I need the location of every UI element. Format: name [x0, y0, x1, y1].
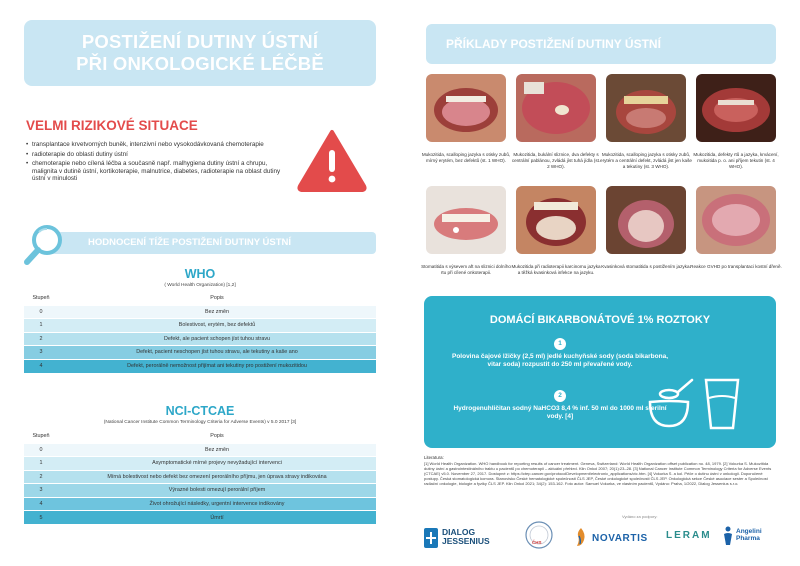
literature-block — [424, 455, 776, 486]
grade-cell: 3 — [24, 346, 58, 360]
table-row — [24, 484, 376, 498]
desc-cell: Život ohrožující následky, urgentní intervence indikovány — [58, 497, 376, 511]
examples-title-banner — [426, 24, 776, 64]
grade-cell: 1 — [24, 319, 58, 333]
mouth-photo-4 — [696, 74, 776, 142]
literature-label: Literatura: — [424, 455, 444, 460]
grade-header: Stupeň — [24, 292, 58, 305]
photo-caption-7: Kvasinková stomatitida s postižením jazyka. — [601, 264, 691, 269]
who-table — [24, 292, 376, 373]
grade-cell: 2 — [24, 332, 58, 346]
bicarbonate-title: DOMÁCÍ BIKARBONÁTOVÉ 1% ROZTOKY — [489, 314, 711, 326]
photo-caption-4: Mukozitida, defekty rtů a jazyka, krvácení, mukoitida p. o. ani příjem tekutin (st. 4 WHO). — [693, 152, 779, 169]
novartis-flame-icon — [574, 526, 588, 548]
desc-cell: Bez změn — [58, 443, 376, 457]
table-row — [24, 346, 376, 360]
nci-title: NCI-CTCAE — [165, 404, 235, 418]
photo-caption-6: Mukozitida při radioterapii karcinomu jazyka a těžká kvasinková infekce na jazyku. — [511, 264, 601, 275]
leram-logo: LERAM — [666, 530, 712, 541]
photo-caption-1: Mukozitida, scalloping jazyka s otisky zubů, mírný erytém, bez defektů (st. 1 WHO). — [421, 152, 511, 163]
magnifier-icon — [22, 222, 66, 268]
warning-icon — [296, 128, 368, 192]
partner-logos — [424, 514, 776, 554]
risk-item: • transplantace krvetvorných buněk, intenzivní nebo vysokodávkovaná chemoterapie — [26, 141, 288, 149]
step-number-2: 2 — [554, 390, 566, 402]
desc-header: Popis — [58, 430, 376, 443]
desc-cell: Defekt, pacient neschopen jíst tuhou stravu, ale tekutiny a kaše ano — [58, 346, 376, 360]
angelini-logo: Angelini Pharma — [736, 528, 762, 542]
table-header-row — [24, 292, 376, 305]
grade-cell: 0 — [24, 305, 58, 319]
main-title-line-2: PŘI ONKOLOGICKÉ LÉČBĚ — [76, 53, 324, 74]
table-row — [24, 305, 376, 319]
grade-cell: 3 — [24, 484, 58, 498]
main-title-line-1: POSTIŽENÍ DUTINY ÚSTNÍ — [81, 31, 319, 52]
dialog-jessenius-logo-icon — [424, 528, 438, 548]
desc-cell: Defekt, perorálně nemožnost přijímat ani tekutiny pro postižení mukozitidou — [58, 359, 376, 373]
dialog-jessenius-logo: DIALOG JESSENIUS — [442, 527, 490, 546]
who-title: WHO — [184, 267, 216, 281]
step-number-1: 1 — [554, 338, 566, 350]
table-row — [24, 457, 376, 471]
literature-text: [1] World Health Organization. WHO handbook for reporting results of cancer treatment. Geneva, Switzerland: World Health Organization offset publication no. 48, 1979. [2] Vokurka S. Mukozitida dutiny ústní a gastrointestinálního traktu u pacientů po chemoterapii – aktuální přehled. Klin Onkol 2007; 20(1):23–28. [3] National Cancer Institute Common Terminology Criteria for Adverse Events (CTCAE) v5.0. November 27, 2017. Dostupné z: https://ctep.cancer.gov/protocolDevelopment/electronic_applications/ctc.htm. [4] Vokurka S. a kol. Péče o dutinu ústní v onkologii. Doporučené postupy. Česká stomatologická komora. Stanovisko České hematologické společnosti ČLS JEP, České onkologické společnosti ČLS JEP. Onkologická sekce České asociace sester a Společnost radiační onkologie, biologie a fyziky ČLS JEP. Klin Onkol 2021; 34(2): 153-162. Foto autor: Samuel Vokurka, ve vlastním pacientů, Vydáno: Praha, 1/2022, Dialog Jessenius s.r.o. — [424, 461, 772, 486]
table-row — [24, 511, 376, 525]
risk-title: VELMI RIZIKOVÉ SITUACE — [26, 118, 198, 133]
desc-cell: Výrazné bolesti omezují perorální příjem — [58, 484, 376, 498]
desc-cell: Bolestivost, erytém, bez defektů — [58, 319, 376, 333]
nci-subtitle: (National Cancer Institute Common Terminology Criteria for Adverse Events) v 5.0 2017 [3] — [103, 420, 297, 425]
evaluation-title: HODNOCENÍ TÍŽE POSTIŽENÍ DUTINY ÚSTNÍ — [88, 237, 292, 248]
chs-logo: ČHS — [532, 540, 542, 545]
mouth-photo-6 — [516, 186, 596, 254]
desc-cell: Defekt, ale pacient schopen jíst tuhou stravu — [58, 332, 376, 346]
novartis-logo: NOVARTIS — [592, 533, 648, 544]
table-row — [24, 319, 376, 333]
table-row — [24, 470, 376, 484]
grade-cell: 5 — [24, 511, 58, 525]
grade-header: Stupeň — [24, 430, 58, 443]
partners-label: Vydáno za podpory: — [622, 514, 658, 519]
who-subtitle: ( World Health Organization) [1,2] — [164, 283, 236, 288]
mouth-photo-8 — [696, 186, 776, 254]
chs-seal-icon — [524, 520, 554, 550]
photo-caption-5: Stomatitida s výsevem aft na sliznici dolního rtu při cílené onkoterapii. — [421, 264, 511, 275]
mouth-photo-2 — [516, 74, 596, 142]
mouth-photo-5 — [426, 186, 506, 254]
angelini-figure-icon — [722, 526, 734, 546]
table-row — [24, 443, 376, 457]
table-row — [24, 497, 376, 511]
grade-cell: 2 — [24, 470, 58, 484]
examples-title: PŘÍKLADY POSTIŽENÍ DUTINY ÚSTNÍ — [446, 37, 661, 51]
bowl-and-glass-icon — [648, 372, 744, 432]
photo-caption-8: Reakce GVHD po transplantaci kostní dřeně. — [690, 264, 782, 269]
grade-cell: 4 — [24, 359, 58, 373]
desc-cell: Bez změn — [58, 305, 376, 319]
photo-caption-2: Mukozitida, bukální sliznice, dva defekty s centrální pablánou, zvládá jíst tuhá jídla (st. 2 WHO). — [511, 152, 601, 169]
mouth-photo-1 — [426, 74, 506, 142]
mouth-photo-3 — [606, 74, 686, 142]
desc-cell: Úmrtí — [58, 511, 376, 525]
step-text-2: Hydrogenuhličitan sodný NaHCO3 8,4 % inf. 50 ml do 1000 ml sterilní vody. [4] — [453, 405, 667, 421]
risk-item: • radioterapie do oblasti dutiny ústní — [26, 151, 288, 159]
mouth-photo-7 — [606, 186, 686, 254]
desc-cell: Asymptomatické mírné projevy nevyžadující intervenci — [58, 457, 376, 471]
risk-item: • chemoterapie nebo cílená léčba a současně např. malhygiena dutiny ústní a chrupu, malignita v dutině ústní, kortikoterapie, malnutrice, diabetes, radioterapie na oblast dutiny ústní v minulosti — [26, 160, 288, 183]
grade-cell: 0 — [24, 443, 58, 457]
grade-cell: 1 — [24, 457, 58, 471]
table-header-row — [24, 430, 376, 443]
photo-caption-3: Mukozitida, scalloping jazyka s otisky zubů, erytém a centrální defekt, zvládá jíst jen kaše a tekutiny (st. 3 WHO). — [600, 152, 692, 169]
risk-list — [26, 141, 288, 185]
grade-cell: 4 — [24, 497, 58, 511]
desc-header: Popis — [58, 292, 376, 305]
evaluation-banner — [42, 232, 376, 254]
nci-table — [24, 430, 376, 524]
table-row — [24, 359, 376, 373]
main-title-banner — [24, 20, 376, 86]
step-text-1: Polovina čajové lžičky (2,5 ml) jedlé kuchyňské sody (soda bikarbona, vitar soda) rozpustit do 250 ml převařené vody. — [451, 353, 669, 369]
desc-cell: Mírná bolestivost nebo defekt bez omezení perorálního příjmu, jen úprava stravy indikována — [58, 470, 376, 484]
table-row — [24, 332, 376, 346]
